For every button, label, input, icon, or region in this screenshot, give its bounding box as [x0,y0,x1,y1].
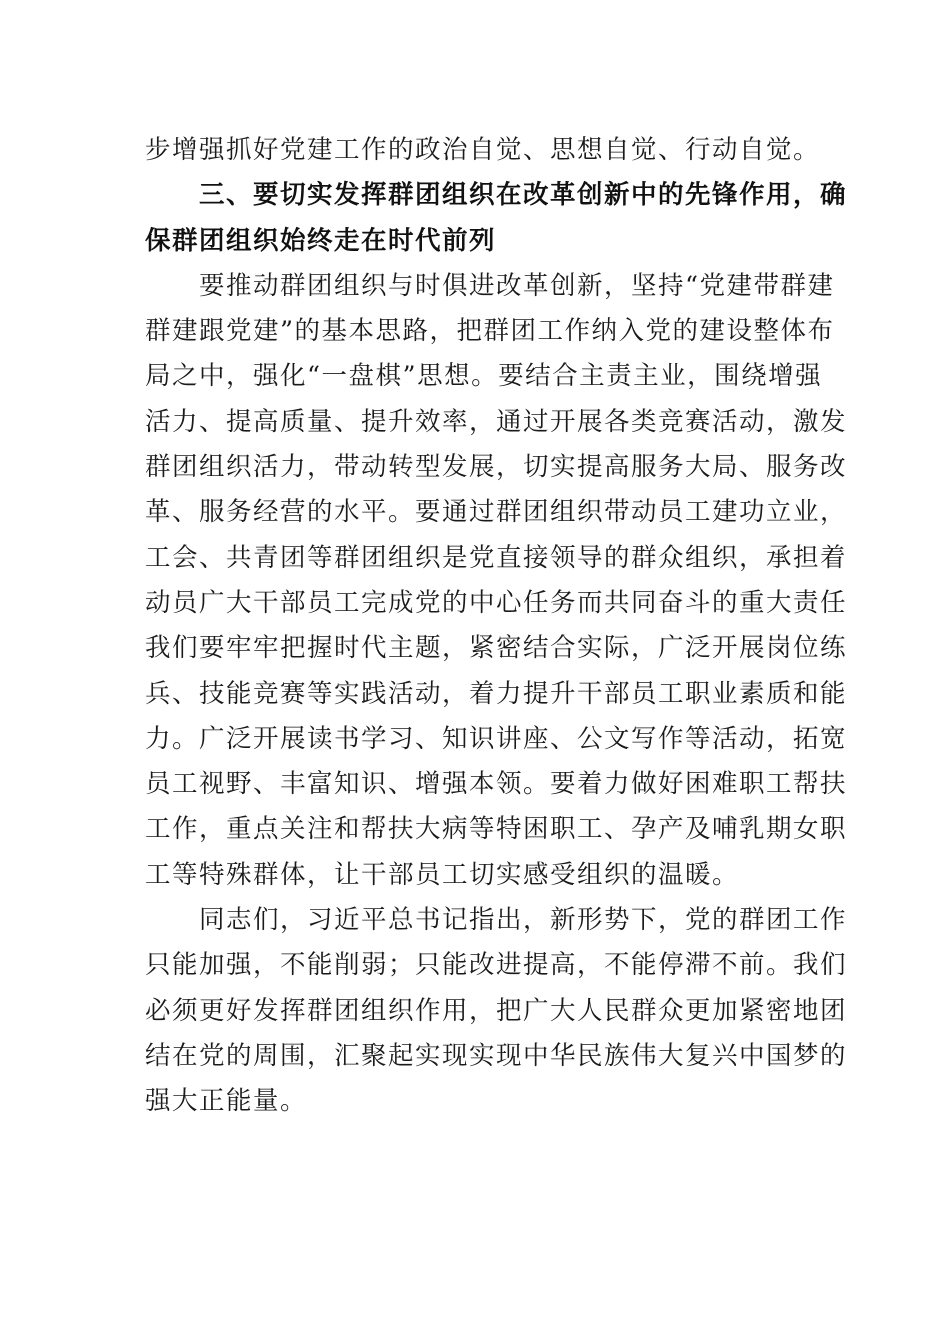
paragraph-line: 革、服务经营的水平。要通过群团组织带动员工建功立业， [145,497,848,528]
paragraph-line: 局之中，强化“一盘棋”思想。要结合主责主业，围绕增强 [145,361,823,392]
paragraph-line: 强大正能量。 [145,1086,308,1117]
paragraph-line: 力。广泛开展读书学习、知识讲座、公文写作等活动，拓宽 [145,723,848,754]
paragraph-line: 动员广大干部员工完成党的中心任务而共同奋斗的重大责任 [145,587,848,618]
paragraph-line: 工作，重点关注和帮扶大病等特困职工、孕产及哺乳期女职 [145,814,848,845]
paragraph-line: 工会、共青团等群团组织是党直接领导的群众组织，承担着 [145,542,848,573]
paragraph-line: 员工视野、丰富知识、增强本领。要着力做好困难职工帮扶 [145,769,848,800]
paragraph-line: 只能加强，不能削弱；只能改进提高，不能停滞不前。我们 [145,950,848,981]
heading-line: 三、要切实发挥群团组织在改革创新中的先锋作用，确 [199,180,848,211]
paragraph-line: 兵、技能竞赛等实践活动，着力提升干部员工职业素质和能 [145,678,848,709]
paragraph-line: 同志们，习近平总书记指出，新形势下，党的群团工作 [199,905,848,936]
body-paragraph-2 [145,898,848,1124]
paragraph-line: 工等特殊群体，让干部员工切实感受组织的温暖。 [145,859,740,890]
section-heading [145,173,848,264]
paragraph-line: 必须更好发挥群团组织作用，把广大人民群众更加紧密地团 [145,995,848,1026]
body-paragraph-1 [145,264,848,898]
paragraph-line: 群团组织活力，带动转型发展，切实提高服务大局、服务改 [145,452,848,483]
paragraph-line: 活力、提高质量、提升效率，通过开展各类竞赛活动，激发 [145,406,848,437]
document-body [145,128,848,1125]
paragraph-line: 步增强抓好党建工作的政治自觉、思想自觉、行动自觉。 [145,135,821,165]
paragraph-line: 我们要牢牢把握时代主题，紧密结合实际，广泛开展岗位练 [145,633,848,664]
continuation-paragraph [145,128,821,173]
paragraph-line: 群建跟党建”的基本思路，把群团工作纳入党的建设整体布 [145,316,835,347]
paragraph-line: 结在党的周围，汇聚起实现实现中华民族伟大复兴中国梦的 [145,1040,848,1071]
paragraph-line: 要推动群团组织与时俱进改革创新，坚持“党建带群建 [199,270,835,301]
heading-line: 保群团组织始终走在时代前列 [145,225,497,256]
